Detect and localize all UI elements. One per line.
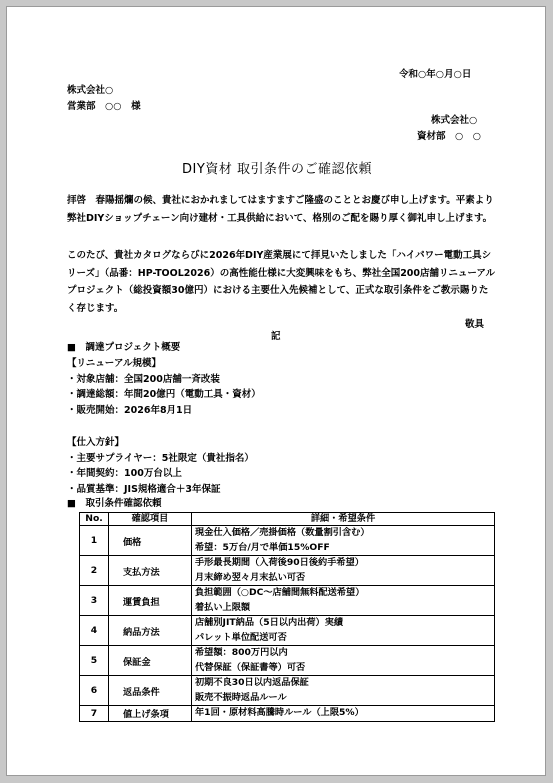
- row-details: [192, 706, 495, 722]
- row-details: [192, 616, 495, 646]
- intro-paragraph-2: [67, 247, 497, 317]
- row-item: 値上げ条項: [109, 706, 192, 722]
- ki-marker: 記: [271, 331, 281, 342]
- detail-line: 負担範囲（○DC～店舗間無料配送希望）: [195, 587, 365, 598]
- detail-line: 希望額：800万円以内: [195, 647, 288, 658]
- row-no: 1: [80, 526, 109, 556]
- document-page: [6, 6, 546, 776]
- section1-item: ・対象店舗：全国200店舗一斉改装: [67, 373, 220, 385]
- row-no: 3: [80, 586, 109, 616]
- detail-line: 希望：5万台/月で単価15%OFF: [195, 541, 330, 553]
- conditions-table: [79, 512, 495, 722]
- detail-line: 代替保証（保証書等）可否: [195, 661, 306, 673]
- row-item: 返品条件: [109, 676, 192, 706]
- row-item: 運賃負担: [109, 586, 192, 616]
- detail-line: 初期不良30日以内返品保証: [195, 677, 309, 688]
- sender-company: 株式会社○: [431, 115, 478, 126]
- section1-item: ・年間契約：100万台以上: [67, 468, 182, 480]
- detail-line: 月末締め翌々月末払い可否: [195, 571, 306, 583]
- detail-line: パレット単位配送可否: [195, 631, 287, 643]
- row-item: 価格: [109, 526, 192, 556]
- row-details: [192, 646, 495, 676]
- row-details: [192, 586, 495, 616]
- section1-sub1: 【リニューアル規模】: [67, 357, 161, 369]
- row-item: 保証金: [109, 646, 192, 676]
- intro-paragraph-1: [67, 192, 497, 227]
- section2-heading: ■ 取引条件確認依頼: [67, 498, 162, 509]
- row-no: 7: [80, 706, 109, 722]
- table-header-row: [80, 513, 495, 526]
- section-project-overview: [67, 340, 261, 498]
- header-item: 確認項目: [109, 513, 192, 526]
- section1-heading: ■ 調達プロジェクト概要: [67, 342, 181, 353]
- row-item: 支払方法: [109, 556, 192, 586]
- row-no: 4: [80, 616, 109, 646]
- document-title: DIY資材 取引条件のご確認依頼: [182, 162, 372, 177]
- detail-line: 年1回・原材料高騰時ルール（上限5%）: [195, 707, 364, 718]
- detail-line: 手形最長期間（入荷後90日後約手希望）: [195, 557, 364, 568]
- table-row: [80, 556, 495, 586]
- intro-text-2: このたび、貴社カタログならびに2026年DIY産業展にて拝見いたしました「ハイパワー電動工具シリーズ」（品番：HP-TOOL2026）の高性能仕様に大変興味をもち、弊社全国200店舗リニューアルプロジェクト（総投資額30億円）における主要仕入先候補として、正式な取引条件をご教示賜りたく存じます。: [67, 250, 495, 314]
- section1-item: ・品質基準：JIS規格適合＋3年保証: [67, 484, 221, 496]
- closing-keigu: 敬具: [465, 319, 485, 330]
- section1-item: ・主要サプライヤー：5社限定（貴社指名）: [67, 452, 254, 464]
- date: 令和○年○月○日: [399, 69, 472, 80]
- table-row: [80, 586, 495, 616]
- header-no: No.: [80, 513, 109, 526]
- table-row: [80, 676, 495, 706]
- detail-line: 着払い上限額: [195, 601, 251, 613]
- section1-item: ・販売開始：2026年8月1日: [67, 405, 193, 417]
- row-details: [192, 556, 495, 586]
- section1-item: ・調達総額：年間20億円（電動工具・資材）: [67, 389, 261, 401]
- row-no: 5: [80, 646, 109, 676]
- section1-sub2: 【仕入方針】: [67, 436, 125, 448]
- table-row: [80, 616, 495, 646]
- detail-line: 販売不振時返品ルール: [195, 691, 287, 703]
- table-row: [80, 706, 495, 722]
- sender-dept: 資材部 ○ ○: [417, 131, 482, 142]
- row-no: 6: [80, 676, 109, 706]
- detail-line: 店舗別JIT納品（5日以内出荷）実績: [195, 617, 344, 628]
- detail-line: 現金仕入価格／売掛価格（数量割引含む）: [195, 527, 370, 538]
- header-details: 詳細・希望条件: [192, 513, 495, 526]
- row-details: [192, 526, 495, 556]
- intro-text-1: 拝啓 春陽揺爛の候、貴社におかれましてはますますご隆盛のこととお慶び申し上げます。平素より弊社DIYショップチェーン向け建材・工具供給において、格別のご配を賜り厚く御礼申し上げます。: [67, 195, 494, 224]
- row-details: [192, 676, 495, 706]
- recipient-company: 株式会社○: [67, 85, 114, 96]
- table-row: [80, 526, 495, 556]
- table-row: [80, 646, 495, 676]
- row-item: 納品方法: [109, 616, 192, 646]
- recipient-dept: 営業部 ○○ 様: [67, 101, 141, 112]
- row-no: 2: [80, 556, 109, 586]
